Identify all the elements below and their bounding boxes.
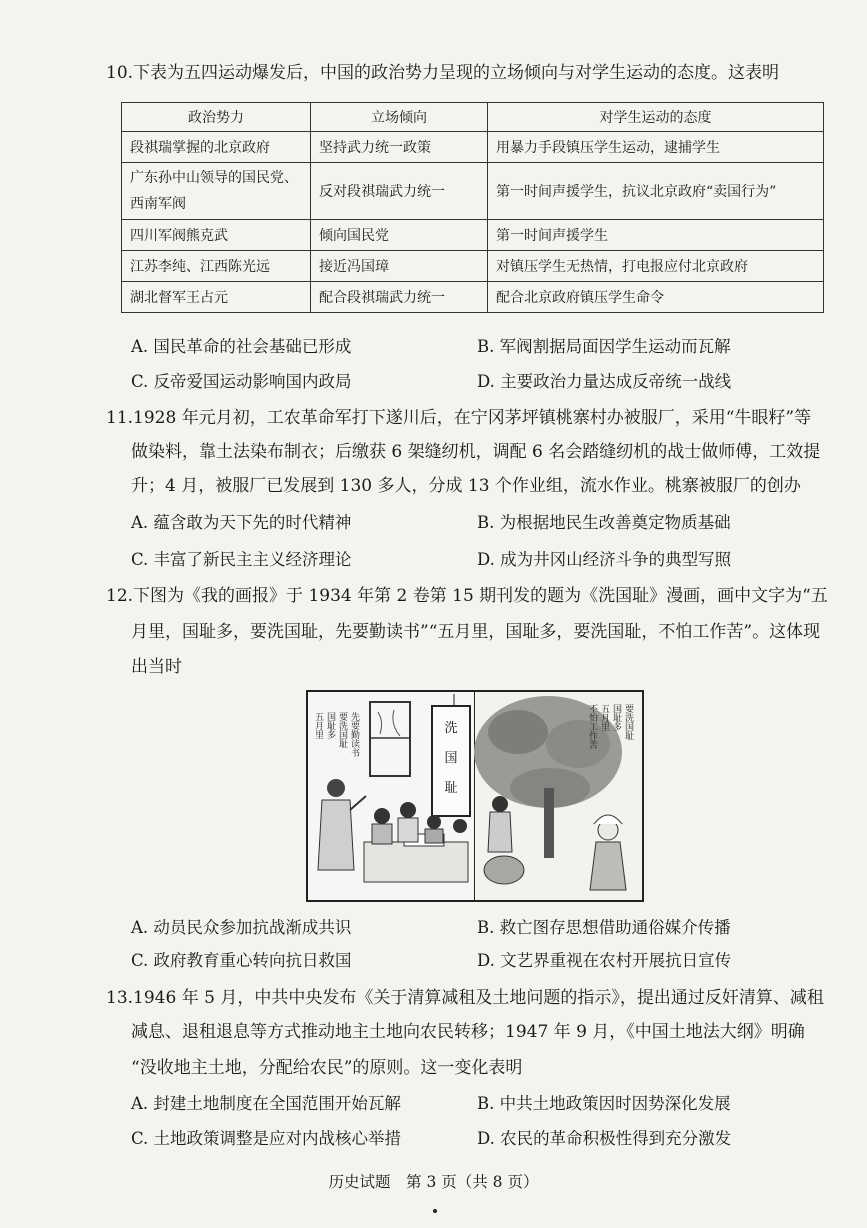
table-cell: 第一时间声援学生 [488,220,824,251]
cartoon-illustration [306,690,644,902]
q11-stem-line: 升；4 月，被服厂已发展到 130 多人，分成 13 个作业组，流水作业。桃寨被服厂的创办 [131,476,801,496]
svg-text:要洗国耻: 要洗国耻 [337,712,347,748]
svg-text:洗: 洗 [444,721,458,736]
svg-text:国耻多: 国耻多 [325,712,335,739]
q11-stem-line: 做染料，靠土法染布制衣；后缴获 6 架缝纫机，调配 6 名会踏缝纫机的战士做师傅，工效提 [131,442,821,462]
table-cell: 江苏李纯、江西陈光远 [122,251,311,282]
table-cell: 湖北督军王占元 [122,282,311,313]
table-row [122,132,824,163]
svg-text:五月里: 五月里 [599,704,609,731]
table-cell: 对镇压学生无热情，打电报应付北京政府 [488,251,824,282]
q11-option-d[interactable]: D. 成为井冈山经济斗争的典型写照 [477,550,732,569]
q13-stem-line: 13.1946 年 5 月，中共中央发布《关于清算减租及土地问题的指示》，提出通过反奸清算、减租 [106,988,824,1008]
svg-text:先要勤读书: 先要勤读书 [349,712,359,757]
q12-option-b[interactable]: B. 救亡图存思想借助通俗媒介传播 [477,918,731,937]
q13-stem-line: 减息、退租退息等方式推动地主土地向农民转移；1947 年 9 月，《中国土地法大纲》明确 [131,1022,805,1042]
q11-stem-line: 11.1928 年元月初，工农革命军打下遂川后，在宁冈茅坪镇桃寨村办被服厂，采用“牛眼籽”等 [106,408,812,428]
q10-option-a[interactable]: A. 国民革命的社会基础已形成 [131,337,352,356]
table-row [122,282,824,313]
q10-table [121,102,824,313]
q13-option-c[interactable]: C. 土地政策调整是应对内战核心举措 [131,1129,402,1148]
table-row [122,220,824,251]
q12-stem-line: 出当时 [131,657,182,677]
q11-option-b[interactable]: B. 为根据地民生改善奠定物质基础 [477,513,731,532]
table-row [122,163,824,220]
table-row [122,251,824,282]
svg-text:耻: 耻 [444,781,458,796]
table-cell: 段祺瑞掌握的北京政府 [122,132,311,163]
q12-option-c[interactable]: C. 政府教育重心转向抗日救国 [131,951,352,970]
q13-option-d[interactable]: D. 农民的革命积极性得到充分激发 [477,1129,732,1148]
q10-option-d[interactable]: D. 主要政治力量达成反帝统一战线 [477,372,732,391]
svg-text:五月里: 五月里 [313,712,323,739]
svg-text:国耻多: 国耻多 [611,704,621,731]
table-header: 对学生运动的态度 [488,103,824,132]
table-cell: 配合北京政府镇压学生命令 [488,282,824,313]
table-cell: 配合段祺瑞武力统一 [311,282,488,313]
table-header: 立场倾向 [311,103,488,132]
q12-stem-line: 月里，国耻多，要洗国耻，先要勤读书”“五月里，国耻多，要洗国耻，不怕工作苦”。这体现 [131,622,821,642]
svg-text:不怕工作苦: 不怕工作苦 [587,704,597,749]
table-header-row [122,103,824,132]
table-cell: 坚持武力统一政策 [311,132,488,163]
q11-option-c[interactable]: C. 丰富了新民主主义经济理论 [131,550,352,569]
table-cell: 用暴力手段镇压学生运动，逮捕学生 [488,132,824,163]
page-dot [433,1209,437,1213]
q10-option-c[interactable]: C. 反帝爱国运动影响国内政局 [131,372,352,391]
q12-option-d[interactable]: D. 文艺界重视在农村开展抗日宣传 [477,951,732,970]
cartoon-drawing [308,692,642,900]
q12-stem-line: 12.下图为《我的画报》于 1934 年第 2 卷第 15 期刊发的题为《洗国耻》漫画，画中文字为“五 [106,586,828,606]
q13-stem-line: “没收地主土地，分配给农民”的原则。这一变化表明 [131,1058,523,1078]
q11-option-a[interactable]: A. 蕴含敢为天下先的时代精神 [131,513,352,532]
q10-option-b[interactable]: B. 军阀割据局面因学生运动而瓦解 [477,337,731,356]
table-cell: 四川军阀熊克武 [122,220,311,251]
q13-option-b[interactable]: B. 中共土地政策因时因势深化发展 [477,1094,731,1113]
svg-text:要洗国耻: 要洗国耻 [623,704,633,740]
table-cell: 反对段祺瑞武力统一 [311,163,488,220]
table-header: 政治势力 [122,103,311,132]
page-footer: 历史试题 第 3 页（共 8 页） [328,1173,539,1191]
table-cell: 接近冯国璋 [311,251,488,282]
table-cell: 第一时间声援学生，抗议北京政府“卖国行为” [488,163,824,220]
svg-text:国: 国 [444,751,458,766]
q10-stem: 10.下表为五四运动爆发后，中国的政治势力呈现的立场倾向与对学生运动的态度。这表明 [106,63,780,83]
q13-option-a[interactable]: A. 封建土地制度在全国范围开始瓦解 [131,1094,401,1113]
table-cell: 倾向国民党 [311,220,488,251]
table-cell: 广东孙中山领导的国民党、西南军阀 [122,163,311,220]
q12-option-a[interactable]: A. 动员民众参加抗战渐成共识 [131,918,352,937]
